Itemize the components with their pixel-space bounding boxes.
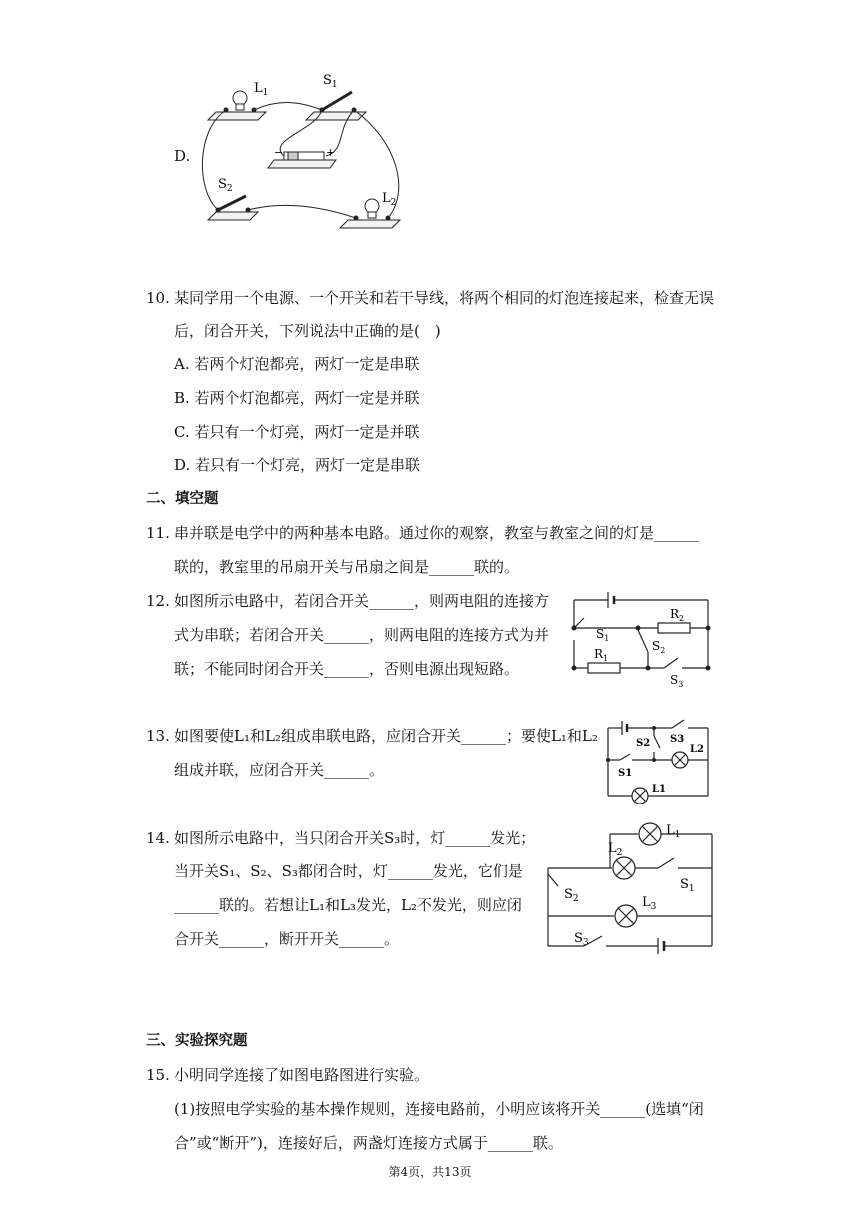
q14-number: 14. [146,829,170,847]
q15-line3: 合”或“断开”)，连接好后，两盏灯连接方式属于______联。 [174,1134,563,1152]
q13-line1: 如图要使L₁和L₂组成串联电路，应闭合开关______；要使L₁和L₂ [174,727,598,745]
q13-s1-label: S1 [618,768,633,779]
q11-line1: 串并联是电学中的两种基本电路。通过你的观察，教室与教室之间的灯是______ [174,524,700,542]
q9-battery-plus: + [326,146,336,159]
q12-line1: 如图所示电路中，若闭合开关______，则两电阻的连接方 [174,592,550,610]
q9-circuit-figure [196,70,426,240]
q10-number: 10. [146,289,170,307]
q15-number: 15. [146,1066,170,1084]
q10-option-a: A. 若两个灯泡都亮，两灯一定是串联 [174,355,420,373]
q11-line2: 联的，教室里的吊扇开关与吊扇之间是______联的。 [174,558,520,576]
q14-s3-label: $S_3$ [574,931,589,948]
q12-r1-label: $R_1$ [594,647,609,663]
q14-line2: 当开关S₁、S₂、S₃都闭合时，灯______发光，它们是 [174,862,523,880]
q11-number: 11. [146,524,170,542]
q10-stem-line2: 后，闭合开关，下列说法中正确的是( ) [174,322,441,340]
q9-option-d-label: D. [174,147,191,165]
q10-option-c: C. 若只有一个灯亮，两灯一定是并联 [174,423,420,441]
q9-l1-label: $L_1$ [254,81,269,98]
q14-line3: ______联的。若想让L₁和L₃发光，L₂不发光，则应闭 [174,896,522,914]
q13-line2: 组成并联，应闭合开关______。 [174,761,385,779]
q12-s3-label: $S_3$ [670,673,684,689]
q9-s1-label: $S_1$ [323,73,338,90]
q14-l3-label: $L_3$ [642,895,657,912]
q10-option-b: B. 若两个灯泡都亮，两灯一定是并联 [174,389,420,407]
q15-line1: 小明同学连接了如图电路图进行实验。 [174,1066,430,1084]
q12-s1-label: $S_1$ [596,627,610,643]
q14-l2-label: $L_2$ [608,841,623,858]
q13-l2-label: L2 [690,744,704,755]
q14-s2-label: $S_2$ [564,887,579,904]
q14-l1-label: $L_1$ [666,823,681,840]
page-footer: 第4页，共13页 [388,1165,472,1179]
q9-l2-label: $L_2$ [382,191,397,208]
q14-line1: 如图所示电路中，当只闭合开关S₃时，灯______发光； [174,829,536,847]
q12-r2-label: $R_2$ [670,607,685,623]
q12-line2: 式为串联；若闭合开关______，则两电阻的连接方式为并 [174,626,550,644]
section-experiment-title: 三、实验探究题 [146,1033,248,1049]
q9-s2-label: $S_2$ [218,177,233,194]
q13-s3-label: S3 [670,734,685,745]
q14-s1-label: $S_1$ [680,877,695,894]
q14-circuit-figure [540,818,720,958]
q12-circuit-figure [566,590,716,690]
q14-line4: 合开关______，断开开关______。 [174,930,400,948]
q9-battery-minus: − [274,146,284,159]
q15-line2: (1)按照电学实验的基本操作规则，连接电路前，小明应该将开关______(选填“闭 [174,1100,704,1118]
q10-stem-line1: 某同学用一个电源、一个开关和若干导线，将两个相同的灯泡连接起来，检查无误 [174,289,715,307]
section-fill-in-title: 二、填空题 [146,491,219,507]
q13-number: 13. [146,727,170,745]
q12-s2-label: $S_2$ [652,639,666,655]
q13-s2-label: S2 [636,738,651,749]
q10-option-d: D. 若只有一个灯亮，两灯一定是串联 [174,456,421,474]
q13-l1-label: L1 [652,784,666,795]
q13-circuit-figure [600,716,716,804]
q12-number: 12. [146,592,170,610]
q12-line3: 联；不能同时闭合开关______，否则电源出现短路。 [174,660,520,678]
